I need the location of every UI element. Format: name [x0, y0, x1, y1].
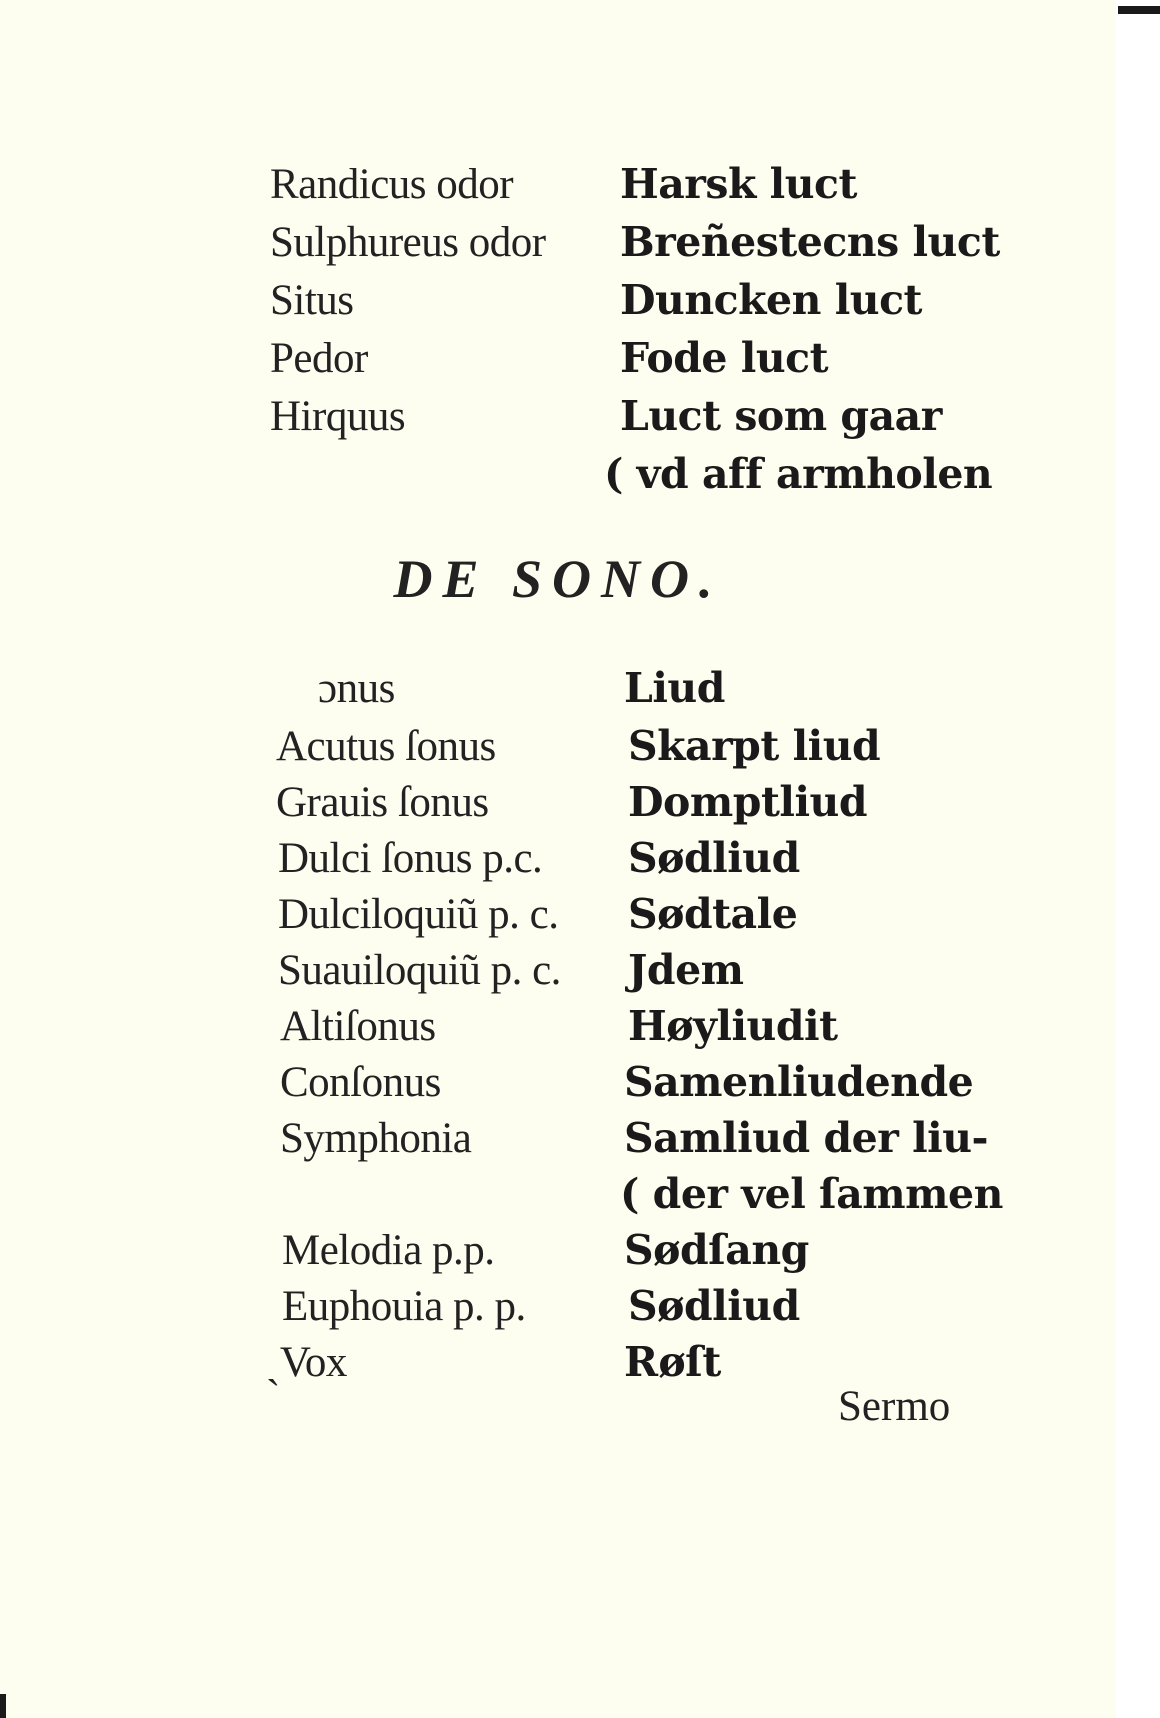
danish-term: Jdem [628, 946, 744, 994]
scan-edge-mark [1118, 6, 1160, 14]
danish-term: Skarpt liud [628, 722, 881, 770]
danish-term: Røſt [624, 1338, 721, 1386]
latin-term: Dulci ſonus p.c. [278, 835, 543, 882]
latin-term: ɔnus [318, 665, 395, 712]
section-heading: DE SONO. [393, 549, 723, 609]
latin-term: Grauis ſonus [276, 779, 489, 826]
latin-term: Symphonia [280, 1115, 472, 1162]
danish-term: Fode luct [620, 334, 829, 382]
danish-term: Duncken luct [620, 276, 923, 324]
latin-term: Euphouia p. p. [282, 1283, 526, 1330]
latin-term: Suauiloquiũ p. c. [278, 947, 561, 994]
danish-term: Sødſang [624, 1226, 809, 1274]
latin-term: Randicus odor [270, 161, 514, 208]
danish-term: Breñestecns luct [620, 218, 1000, 266]
latin-term: ˎVox [266, 1339, 347, 1386]
latin-term: Melodia p.p. [282, 1227, 495, 1274]
danish-term: Luct som gaar [620, 392, 942, 440]
danish-term: Høyliudit [628, 1002, 838, 1050]
catchword: Sermo [838, 1383, 951, 1430]
latin-term: Acutus ſonus [276, 723, 496, 770]
latin-term: Conſonus [280, 1059, 441, 1106]
danish-continuation: ( vd aff armholen [604, 450, 993, 498]
latin-term: Dulciloquiũ p. c. [278, 891, 559, 938]
danish-term: Harsk luct [620, 160, 857, 208]
latin-term: Altiſonus [280, 1003, 436, 1050]
danish-term: Liud [624, 664, 725, 712]
scan-margin [1116, 0, 1160, 1718]
latin-term: Pedor [270, 335, 368, 382]
danish-term: Sødliud [628, 834, 800, 882]
danish-term: Sødliud [628, 1282, 800, 1330]
latin-term: Hirquus [270, 393, 406, 440]
danish-term: Samenliudende [624, 1058, 974, 1106]
scan-edge-mark [0, 1694, 6, 1718]
danish-term: Domptliud [628, 778, 868, 826]
danish-term: Sødtale [628, 890, 798, 938]
latin-term: Situs [270, 277, 354, 324]
latin-term: Sulphureus odor [270, 219, 546, 266]
danish-term: Samliud der liu- [624, 1114, 989, 1162]
danish-continuation: ( der vel ſammen [620, 1170, 1003, 1218]
